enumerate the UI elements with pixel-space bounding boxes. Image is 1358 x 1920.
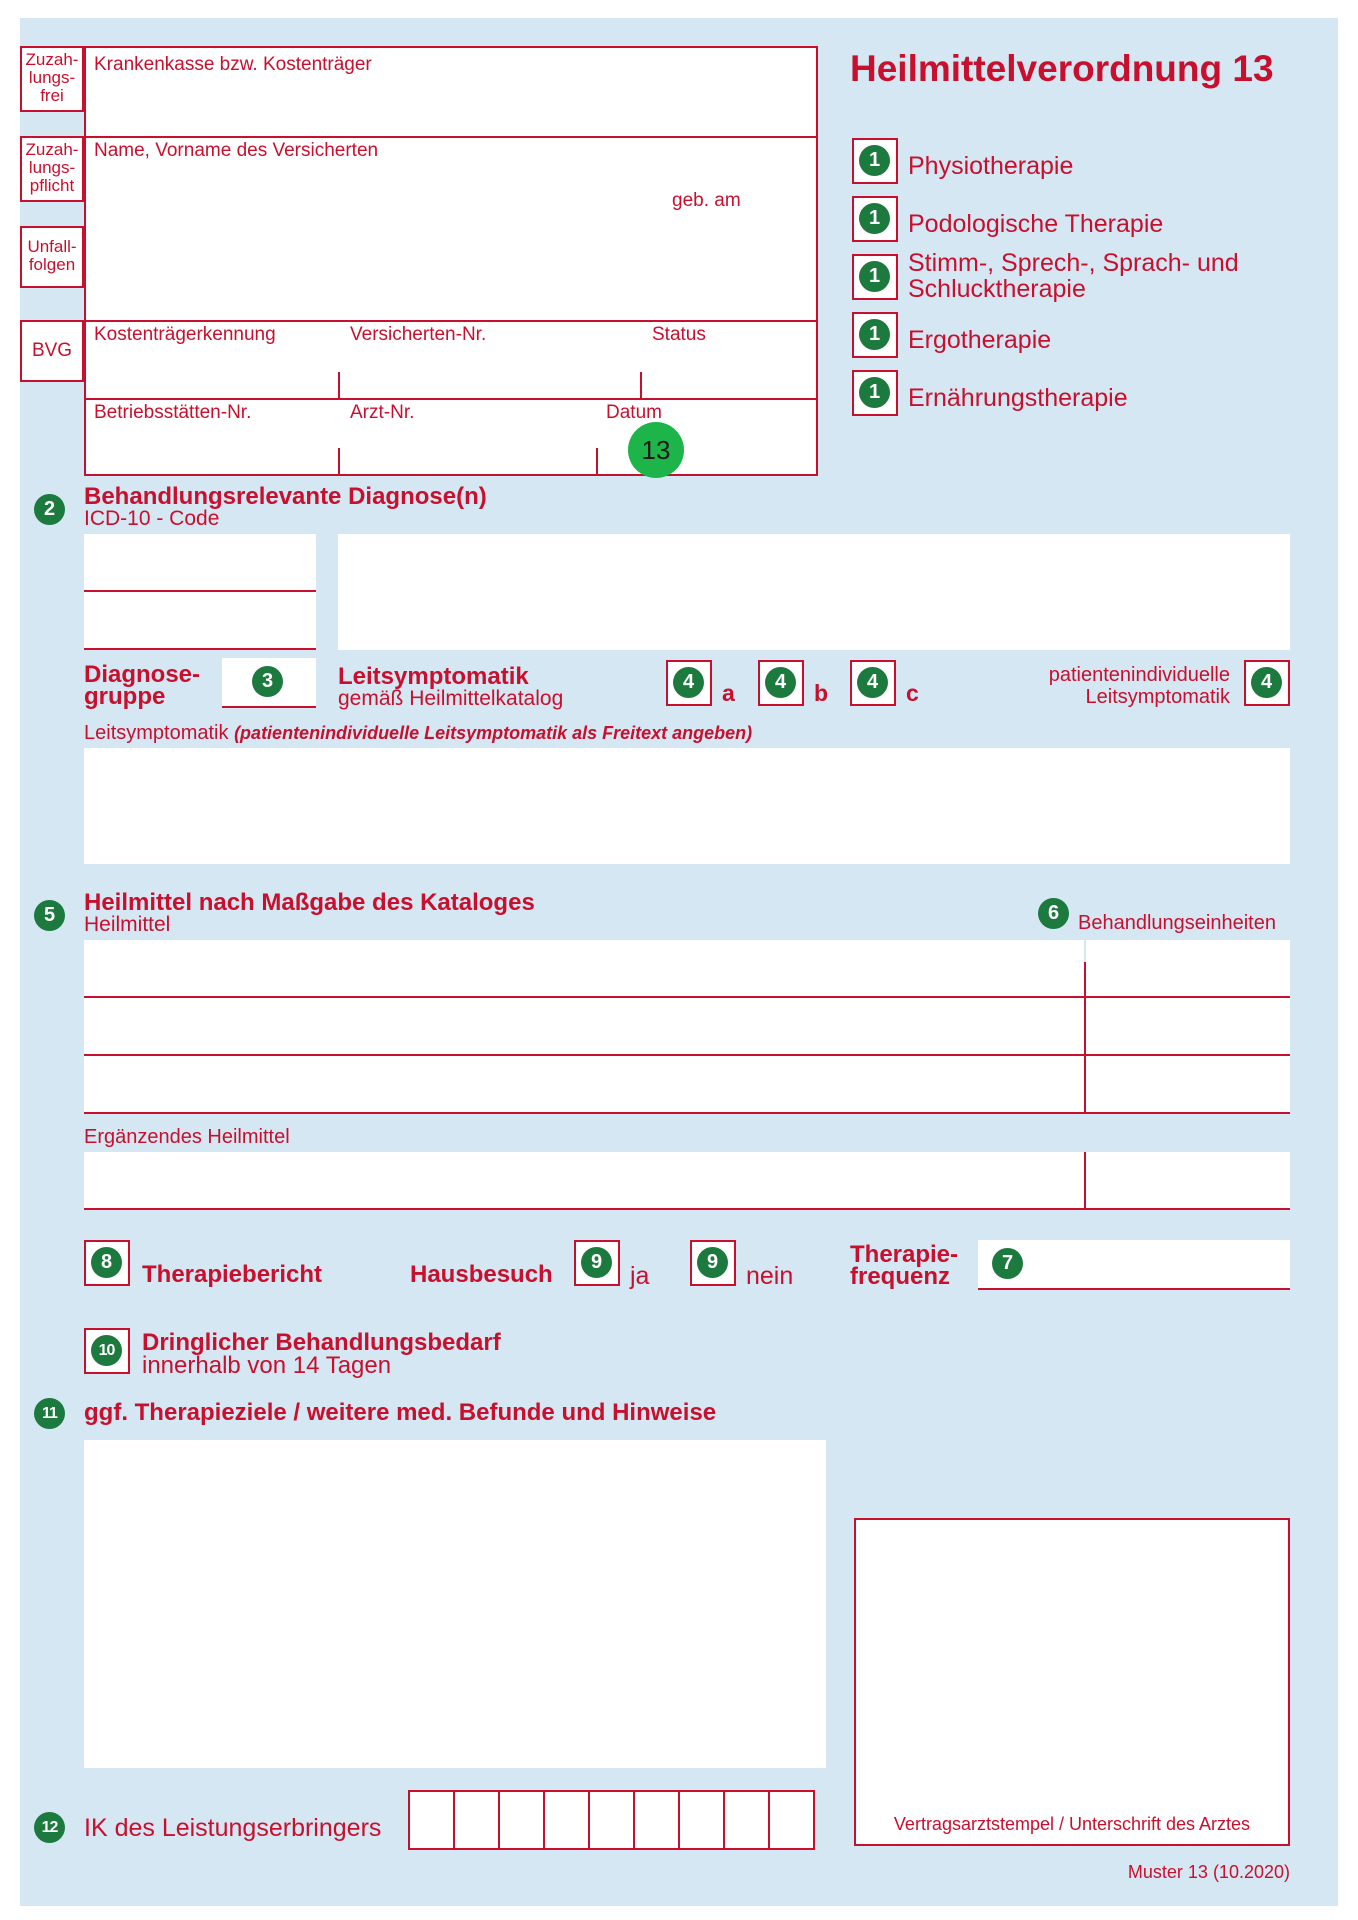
number-4-icon: 4	[857, 667, 888, 698]
dringlich-title: Dringlicher Behandlungsbedarf	[142, 1329, 501, 1356]
versicherten-nr-label: Versicherten-Nr.	[350, 324, 487, 345]
stimm-sprech-sprach-label: Stimm-, Sprech-, Sprach- und Schlucktherapie	[908, 249, 1239, 303]
ik-digit-cell[interactable]	[723, 1790, 770, 1850]
divider	[84, 320, 818, 322]
number-1-icon: 1	[859, 377, 890, 408]
diagnosis-title: Behandlungsrelevante Diagnose(n)	[84, 483, 487, 510]
ik-digit-cell[interactable]	[408, 1790, 455, 1850]
ernaehrungstherapie-checkbox[interactable]	[852, 370, 898, 416]
form-title: Heilmittelverordnung 13	[850, 48, 1274, 89]
datum-label: Datum	[606, 402, 662, 423]
units-row-2[interactable]	[1086, 998, 1290, 1054]
divider	[596, 448, 598, 476]
zuzahlung-pflicht-label: Zuzah- lungs- pflicht	[25, 140, 79, 195]
leitsymptomatik-a-checkbox[interactable]	[666, 660, 712, 706]
dringlich-checkbox[interactable]	[84, 1328, 130, 1374]
ik-label: IK des Leistungserbringers	[84, 1814, 382, 1842]
number-10-icon: 10	[91, 1335, 122, 1366]
hausbesuch-ja-checkbox[interactable]	[574, 1240, 620, 1286]
leitsymptomatik-freetext-field[interactable]	[84, 748, 1290, 864]
heilmittel-row-2[interactable]	[84, 998, 1084, 1054]
ergaenzendes-heilmittel-field[interactable]	[84, 1152, 1084, 1208]
divider	[978, 1288, 1290, 1290]
divider	[84, 398, 818, 400]
divider	[84, 1112, 1290, 1114]
ergaenzendes-units-field[interactable]	[1086, 1152, 1290, 1208]
podologische-therapie-checkbox[interactable]	[852, 196, 898, 242]
divider	[84, 1208, 1290, 1210]
ik-digit-cell[interactable]	[498, 1790, 545, 1850]
patientenindividuelle-label: patientenindividuelle Leitsymptomatik	[1048, 664, 1230, 708]
hausbesuch-ja-label: ja	[630, 1262, 650, 1290]
muster-label: Muster 13 (10.2020)	[1127, 1862, 1290, 1882]
therapiefrequenz-label: Therapie- frequenz	[850, 1241, 959, 1290]
number-7-icon: 7	[992, 1248, 1023, 1279]
number-4-icon: 4	[765, 667, 796, 698]
leitsymptomatik-c-letter: c	[906, 680, 919, 706]
diagnosis-text-field[interactable]	[338, 534, 1290, 650]
number-8-icon: 8	[91, 1247, 122, 1278]
physiotherapie-checkbox[interactable]	[852, 138, 898, 184]
arzt-nr-label: Arzt-Nr.	[350, 402, 415, 423]
bvg-label: BVG	[31, 340, 73, 361]
hausbesuch-nein-label: nein	[746, 1262, 794, 1290]
number-12-icon: 12	[34, 1812, 65, 1843]
heilmittel-row-1[interactable]	[84, 940, 1084, 996]
leitsymptomatik-a-letter: a	[722, 680, 735, 706]
therapiefrequenz-field[interactable]	[978, 1240, 1290, 1288]
divider	[640, 372, 642, 400]
behandlungseinheiten-label: Behandlungseinheiten	[1078, 912, 1276, 934]
bvg-box[interactable]	[20, 320, 84, 382]
ik-digit-cell[interactable]	[768, 1790, 815, 1850]
status-label: Status	[652, 324, 706, 345]
annotation-marker: 13	[628, 422, 684, 478]
number-2-icon: 2	[34, 494, 65, 525]
name-label: Name, Vorname des Versicherten	[94, 140, 379, 161]
leitsymptomatik-freetext-label	[84, 722, 752, 744]
leitsymptomatik-subtitle: gemäß Heilmittelkatalog	[338, 687, 564, 710]
number-1-icon: 1	[859, 203, 890, 234]
zuzahlung-pflicht-box[interactable]	[20, 136, 84, 202]
divider	[1084, 1152, 1086, 1210]
divider	[84, 648, 316, 650]
leitsymptomatik-freetext-title: Leitsymptomatik	[84, 722, 229, 744]
icd10-label: ICD-10 - Code	[84, 507, 220, 530]
podologische-therapie-label: Podologische Therapie	[908, 210, 1164, 238]
leitsymptomatik-b-checkbox[interactable]	[758, 660, 804, 706]
therapiebericht-checkbox[interactable]	[84, 1240, 130, 1286]
icd10-field-2[interactable]	[84, 592, 316, 648]
zuzahlung-frei-box[interactable]	[20, 46, 84, 112]
ernaehrungstherapie-label: Ernährungstherapie	[908, 384, 1128, 412]
leitsymptomatik-freetext-hint: (patientenindividuelle Leitsymptomatik als Freitext angeben)	[234, 723, 753, 743]
krankenkasse-field[interactable]	[86, 80, 816, 134]
number-9-icon: 9	[697, 1247, 728, 1278]
number-6-icon: 6	[1038, 898, 1069, 929]
krankenkasse-label: Krankenkasse bzw. Kostenträger	[94, 54, 372, 75]
number-1-icon: 1	[859, 261, 890, 292]
ik-digit-cell[interactable]	[543, 1790, 590, 1850]
number-4-icon: 4	[673, 667, 704, 698]
divider	[338, 372, 340, 400]
therapiebericht-label: Therapiebericht	[142, 1261, 323, 1288]
number-5-icon: 5	[34, 900, 65, 931]
ergotherapie-checkbox[interactable]	[852, 312, 898, 358]
unfallfolgen-label: Unfall- folgen	[27, 237, 77, 274]
heilmittel-subtitle: Heilmittel	[84, 913, 171, 936]
ik-digit-cell[interactable]	[678, 1790, 725, 1850]
number-1-icon: 1	[859, 145, 890, 176]
number-1-icon: 1	[859, 319, 890, 350]
physiotherapie-label: Physiotherapie	[908, 152, 1074, 180]
leitsymptomatik-c-checkbox[interactable]	[850, 660, 896, 706]
betriebsstaetten-nr-label: Betriebsstätten-Nr.	[94, 402, 252, 423]
patientenindividuelle-checkbox[interactable]	[1244, 660, 1290, 706]
heilmittel-row-3[interactable]	[84, 1056, 1084, 1112]
leitsymptomatik-b-letter: b	[814, 680, 829, 706]
therapieziele-title: ggf. Therapieziele / weitere med. Befunde und Hinweise	[84, 1399, 717, 1426]
ik-digit-cell[interactable]	[453, 1790, 500, 1850]
heilmittel-title: Heilmittel nach Maßgabe des Kataloges	[84, 889, 535, 916]
unfallfolgen-box[interactable]	[20, 226, 84, 288]
ik-digit-cell[interactable]	[633, 1790, 680, 1850]
therapieziele-field[interactable]	[84, 1440, 826, 1768]
number-3-icon: 3	[252, 666, 283, 697]
dringlich-subtitle: innerhalb von 14 Tagen	[142, 1352, 392, 1379]
number-11-icon: 11	[34, 1398, 65, 1429]
number-4-icon: 4	[1251, 667, 1282, 698]
diagnosegruppe-label: Diagnose- gruppe	[84, 661, 201, 710]
hausbesuch-nein-checkbox[interactable]	[690, 1240, 736, 1286]
divider	[222, 706, 316, 708]
zuzahlung-frei-label: Zuzah- lungs- frei	[25, 50, 79, 105]
ergotherapie-label: Ergotherapie	[908, 326, 1052, 354]
ik-digit-cell[interactable]	[588, 1790, 635, 1850]
hausbesuch-label: Hausbesuch	[410, 1261, 553, 1288]
arztstempel-label: Vertragsarztstempel / Unterschrift des Arztes	[893, 1814, 1251, 1834]
stimm-sprech-sprach-checkbox[interactable]	[852, 254, 898, 300]
divider	[1084, 962, 1086, 1112]
arztstempel-box[interactable]	[854, 1518, 1290, 1846]
number-9-icon: 9	[581, 1247, 612, 1278]
kostentraegerkennung-label: Kostenträgerkennung	[94, 324, 276, 345]
units-row-1[interactable]	[1086, 940, 1290, 996]
icd10-field-1[interactable]	[84, 534, 316, 590]
leitsymptomatik-title: Leitsymptomatik	[338, 663, 529, 690]
units-row-3[interactable]	[1086, 1056, 1290, 1112]
divider	[84, 136, 818, 138]
form-sheet	[20, 18, 1338, 1906]
divider	[338, 448, 340, 476]
ergaenzendes-heilmittel-label: Ergänzendes Heilmittel	[84, 1126, 290, 1148]
geb-am-label: geb. am	[672, 190, 741, 211]
